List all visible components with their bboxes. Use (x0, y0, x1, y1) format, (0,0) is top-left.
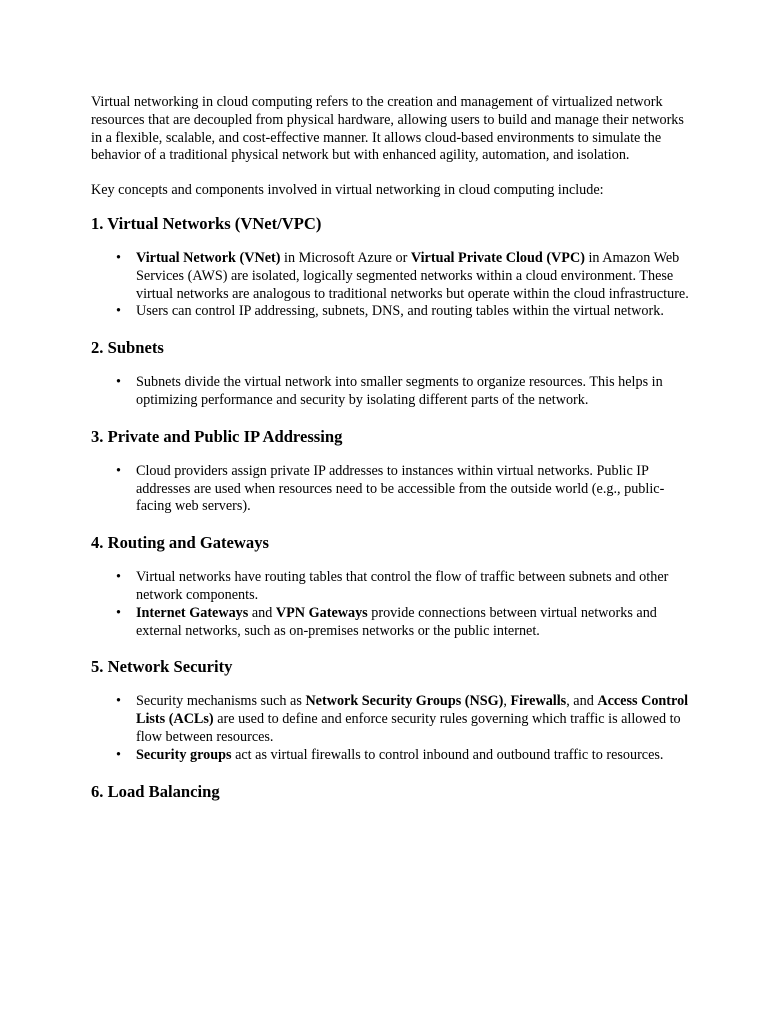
list-item-text: Users can control IP addressing, subnets, DNS, and routing tables within the virtual network. (136, 303, 664, 320)
bold-term: Virtual Network (VNet) (136, 249, 281, 266)
list-item-text: Cloud providers assign private IP addresses to instances within virtual networks. Public IP addresses are used when resources need to be accessible from the outside world (e.g., public-facing web servers). (136, 462, 665, 515)
key-concepts-paragraph: Key concepts and components involved in virtual networking in cloud computing include: (91, 182, 604, 199)
list-item-text: Virtual networks have routing tables that control the flow of traffic between subnets and other network components. (136, 569, 669, 603)
list-item (136, 693, 691, 746)
bold-term: Access Control Lists (ACLs) (136, 693, 689, 728)
bold-term: Security groups (136, 746, 232, 763)
list-item-text: are used to define and enforce security rules governing which traffic is allowed to flow between resources. (136, 711, 681, 745)
list-item-text: in Amazon Web Services (AWS) are isolated, logically segmented networks within a cloud environment. These virtual networks are analogous to traditional networks but operate within the cloud infrastructure. (136, 249, 689, 302)
list-item-text: , and (566, 693, 598, 710)
bullet-list-virtual-networks (91, 250, 691, 321)
section-heading-routing-gateways: 4. Routing and Gateways (91, 533, 269, 553)
list-item-text: provide connections between virtual networks and external networks, such as on-premises networks or the public internet. (136, 604, 657, 639)
list-item (136, 605, 691, 641)
intro-paragraph: Virtual networking in cloud computing refers to the creation and management of virtualized network resources that are decoupled from physical hardware, allowing users to build and manage their networks in a flexible, scalable, and cost-effective manner. It allows cloud-based environments to simulate the behavior of a traditional physical network but with enhanced agility, automation, and isolation. (91, 94, 684, 164)
list-item-text: Security mechanisms such as (136, 693, 306, 710)
list-item (136, 569, 691, 605)
list-item (136, 463, 691, 516)
list-item (136, 747, 691, 765)
section-heading-virtual-networks: 1. Virtual Networks (VNet/VPC) (91, 213, 322, 233)
list-item-text: and (248, 604, 276, 621)
list-item (136, 374, 691, 410)
section-heading-ip-addressing: 3. Private and Public IP Addressing (91, 426, 343, 446)
list-item (136, 250, 691, 303)
section-heading-subnets: 2. Subnets (91, 338, 164, 358)
bullet-list-subnets (91, 374, 691, 410)
bold-term: VPN Gateways (275, 604, 368, 621)
bold-term: Network Security Groups (NSG) (305, 693, 504, 710)
list-item-text: act as virtual firewalls to control inbound and outbound traffic to resources. (231, 746, 664, 763)
bullet-list-ip-addressing (91, 463, 691, 516)
list-item-text: Subnets divide the virtual network into smaller segments to organize resources. This helps in optimizing performance and security by isolating different parts of the network. (136, 374, 663, 408)
bold-term: Firewalls (510, 693, 567, 710)
bold-term: Internet Gateways (136, 604, 249, 621)
bold-term: Virtual Private Cloud (VPC) (410, 249, 585, 266)
section-heading-network-security: 5. Network Security (91, 657, 233, 677)
list-item (136, 303, 691, 321)
bullet-list-routing-gateways (91, 569, 691, 640)
bullet-list-network-security (91, 693, 691, 764)
list-item-text: , (503, 693, 511, 710)
list-item-text: in Microsoft Azure or (280, 249, 411, 266)
section-heading-load-balancing: 6. Load Balancing (91, 781, 220, 801)
document-page (91, 94, 691, 818)
